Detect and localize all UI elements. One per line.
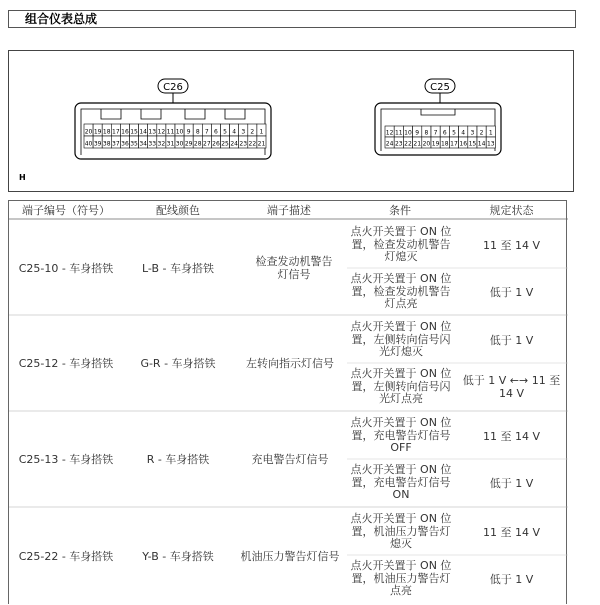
c26-pin-number: 3	[241, 128, 246, 136]
group-0-description: 检查发动机警告灯信号	[255, 255, 333, 281]
header-spec: 规定状态	[489, 203, 534, 217]
group-2-row-0-spec: 11 至 14 V	[482, 429, 540, 443]
c26-pin-number: 29	[184, 140, 193, 148]
group-1-row-1-spec: 低于 1 V ←→ 11 至 14 V	[462, 374, 561, 400]
c26-pin-number: 20	[84, 128, 93, 136]
group-2-description: 充电警告灯信号	[251, 452, 329, 466]
c26-name: C26	[163, 82, 183, 93]
c26-pin-number: 32	[157, 140, 166, 148]
header-terminal: 端子编号（符号）	[22, 203, 110, 217]
c25-pin-number: 3	[470, 129, 475, 137]
c26-pin-number: 6	[214, 128, 218, 136]
connector-diagram	[9, 51, 575, 193]
c25-pin-number: 13	[486, 140, 495, 148]
c25-pin-number: 22	[404, 140, 412, 148]
c26-pin-number: 18	[102, 128, 111, 136]
c26-pin-number: 1	[259, 128, 264, 136]
group-1-row-1-condition: 点火开关置于 ON 位置，左侧转向信号闪光灯点亮	[350, 367, 452, 406]
c26-pin-number: 15	[130, 128, 138, 136]
c26-pin-number: 12	[157, 128, 166, 136]
group-2-row-1-spec: 低于 1 V	[489, 476, 534, 490]
group-0-row-0-spec: 11 至 14 V	[482, 238, 540, 252]
c26-pin-number: 2	[250, 128, 255, 136]
c25-pin-number: 16	[459, 140, 468, 148]
c26-pin-number: 24	[230, 140, 238, 148]
c26-pin-number: 21	[257, 140, 266, 148]
c25-pin-number: 7	[433, 129, 438, 137]
figure-label: H	[19, 173, 26, 182]
connector-figure	[8, 50, 574, 192]
group-1-color: G-R - 车身搭铁	[140, 356, 216, 370]
c25-pin-number: 17	[450, 140, 458, 148]
group-0-row-1-condition: 点火开关置于 ON 位置，检查发动机警告灯点亮	[350, 272, 452, 311]
c25-pin-number: 20	[422, 140, 431, 148]
header-wire-color: 配线颜色	[156, 203, 200, 217]
group-3-row-0-condition: 点火开关置于 ON 位置，机油压力警告灯熄灭	[350, 512, 452, 551]
c26-pin-number: 38	[102, 140, 111, 148]
c26-pin-number: 11	[166, 128, 175, 136]
group-0-terminal: C25-10 - 车身搭铁	[18, 261, 114, 275]
c25-pin-number: 21	[413, 140, 422, 148]
c25-pin-number: 10	[404, 129, 412, 137]
group-1-terminal: C25-12 - 车身搭铁	[18, 356, 114, 370]
c25-pin-number: 23	[394, 140, 403, 148]
group-0-row-1-spec: 低于 1 V	[489, 285, 534, 299]
group-2-row-1-condition: 点火开关置于 ON 位置，充电警告灯信号 ON	[350, 463, 452, 502]
c26-pin-number: 25	[221, 140, 229, 148]
c26-pin-number: 26	[212, 140, 220, 148]
c25-pin-number: 11	[394, 129, 403, 137]
c26-pin-number: 17	[112, 128, 120, 136]
group-0-row-0-condition: 点火开关置于 ON 位置，检查发动机警告灯熄灭	[350, 225, 452, 264]
c25-pin-number: 12	[385, 129, 394, 137]
c26-pin-number: 31	[166, 140, 175, 148]
c25-pin-number: 9	[415, 129, 420, 137]
c26-pin-number: 39	[93, 140, 102, 148]
c25-pin-number: 2	[479, 129, 484, 137]
header-description: 端子描述	[267, 203, 311, 217]
group-2-row-0-condition: 点火开关置于 ON 位置，充电警告灯信号 OFF	[350, 416, 452, 455]
c26-pin-number: 4	[232, 128, 237, 136]
group-2-terminal: C25-13 - 车身搭铁	[18, 452, 114, 466]
terminal-table	[8, 200, 567, 604]
group-0-color: L-B - 车身搭铁	[141, 261, 215, 275]
c25-pin-number: 19	[431, 140, 440, 148]
group-3-terminal: C25-22 - 车身搭铁	[18, 549, 114, 563]
group-1-description: 左转向指示灯信号	[246, 356, 334, 370]
c26-pin-number: 8	[195, 128, 200, 136]
c26-pin-number: 23	[239, 140, 248, 148]
c25-pin-number: 24	[385, 140, 394, 148]
c25-name: C25	[430, 82, 450, 93]
c25-pin-number: 14	[477, 140, 486, 148]
group-2-color: R - 车身搭铁	[146, 452, 210, 466]
c26-pin-number: 14	[139, 128, 147, 136]
c25-pin-number: 4	[461, 129, 466, 137]
group-3-row-1-condition: 点火开关置于 ON 位置，机油压力警告灯点亮	[350, 559, 452, 598]
c25-pin-number: 6	[442, 129, 447, 137]
c25-pin-number: 8	[424, 129, 429, 137]
group-3-color: Y-B - 车身搭铁	[142, 549, 214, 563]
c26-pin-number: 5	[223, 128, 227, 136]
c26-pin-number: 37	[112, 140, 120, 148]
group-3-row-0-spec: 11 至 14 V	[482, 525, 540, 539]
c26-pin-number: 13	[148, 128, 157, 136]
c26-pin-number: 16	[121, 128, 129, 136]
c26-pin-number: 40	[84, 140, 93, 148]
c26-pin-number: 7	[204, 128, 209, 136]
group-3-row-1-spec: 低于 1 V	[489, 572, 534, 586]
c25-pin-number: 18	[440, 140, 449, 148]
c26-pin-number: 9	[186, 128, 191, 136]
c26-pin-number: 36	[121, 140, 129, 148]
group-1-row-0-condition: 点火开关置于 ON 位置，左侧转向信号闪光灯熄灭	[350, 320, 452, 359]
c26-pin-number: 22	[248, 140, 257, 148]
group-3-description: 机油压力警告灯信号	[240, 549, 340, 563]
c26-pin-number: 35	[130, 140, 138, 148]
page-title: 组合仪表总成	[8, 10, 576, 28]
c26-pin-number: 28	[193, 140, 202, 148]
c26-pin-number: 19	[93, 128, 102, 136]
c26-pin-number: 34	[139, 140, 147, 148]
header-condition: 条件	[389, 203, 411, 217]
c26-pin-number: 33	[148, 140, 157, 148]
c25-pin-number: 1	[488, 129, 493, 137]
c26-pin-number: 10	[175, 128, 184, 136]
c26-pin-number: 30	[175, 140, 184, 148]
c25-pin-number: 15	[468, 140, 477, 148]
c25-pin-number: 5	[452, 129, 456, 137]
group-1-row-0-spec: 低于 1 V	[489, 333, 534, 347]
c26-pin-number: 27	[203, 140, 211, 148]
